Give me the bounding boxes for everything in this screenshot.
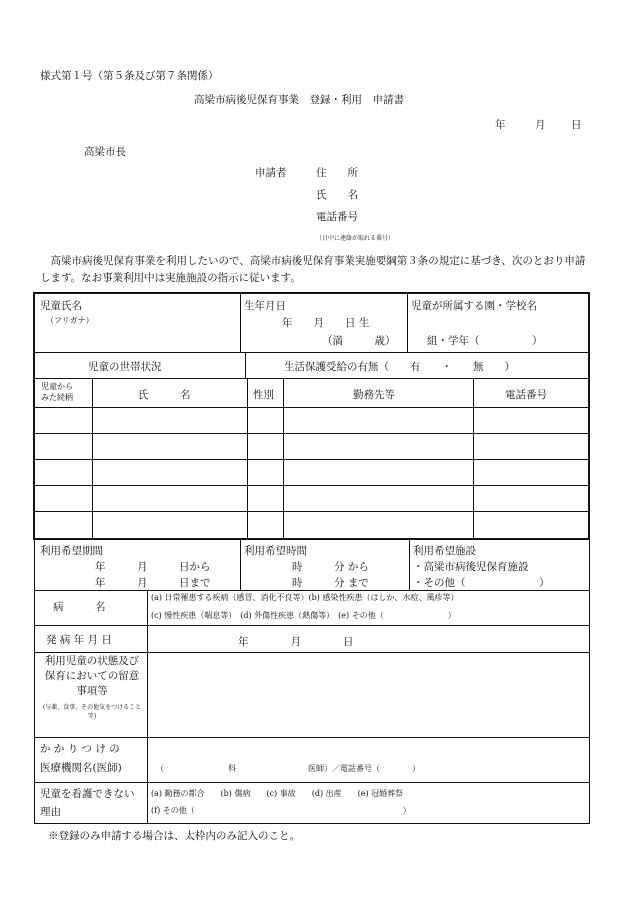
applicant-name-label[interactable]: 氏 名: [316, 189, 358, 201]
illness-label: 病 名: [53, 601, 106, 613]
doctor-label-line2: 医療機関名(医師): [40, 762, 122, 774]
facility-option-takahashi[interactable]: ・高梁市病後児保育施設: [413, 561, 529, 573]
intro-paragraph: 高梁市病後児保育事業を利用したいので、高梁市病後児保育事業実施要綱第３条の規定に基づき、次のとおり申請します。なお事業利用中は実施施設の指示に従います。: [40, 255, 586, 284]
addressee: 高梁市長: [84, 146, 126, 158]
household-row[interactable]: [36, 408, 587, 432]
time-from-field[interactable]: 時 分 から: [292, 561, 369, 573]
time-label: 利用希望時間: [244, 545, 307, 557]
birth-date-label: 生年月日: [244, 300, 286, 312]
applicant-address-label[interactable]: 住 所: [316, 167, 358, 179]
facility-label: 利用希望施設: [413, 545, 476, 557]
period-from-field[interactable]: 年 月 日から: [95, 561, 211, 573]
time-to-field[interactable]: 時 分 まで: [292, 577, 369, 589]
household-row[interactable]: [36, 512, 587, 536]
footnote: ※登録のみ申請する場合は、太枠内のみ記入のこと。: [48, 830, 300, 842]
date-day[interactable]: 日: [571, 119, 582, 131]
doctor-label-line1: か か り つ け の: [40, 743, 120, 755]
col-work-header: 勤務先等: [353, 389, 395, 401]
child-name-label: 児童氏名: [40, 300, 82, 312]
doctor-field[interactable]: （ 科 医師）／電話番号（ ）: [156, 764, 420, 773]
furigana-label: （フリガナ）: [46, 316, 94, 325]
child-name-field[interactable]: [40, 328, 235, 348]
form-title: 高梁市病後児保育事業 登録・利用 申請書: [194, 94, 404, 106]
condition-label: 利用児童の状態及び保育においての留意事項等: [44, 655, 140, 697]
onset-date-label: 発 病 年 月 日: [46, 634, 112, 646]
condition-field[interactable]: [150, 656, 586, 734]
illness-options-line1[interactable]: (a) 日常罹患する疾病（感冒、消化不良等）(b) 感染性疾患（はしか、水痘、風疹等）: [151, 593, 459, 602]
household-row[interactable]: [36, 434, 587, 458]
reason-options-line2[interactable]: (f) その他（ ）: [151, 806, 411, 815]
col-sex-header: 性別: [253, 389, 274, 401]
reason-label: 児童を看護できない理由: [40, 788, 135, 818]
condition-note: (与薬、食事、その他気をつけること等): [42, 704, 142, 720]
reason-options-line1[interactable]: (a) 勤務の都合 (b) 傷病 (c) 事故 (d) 出産 (e) 冠婚葬祭: [151, 789, 404, 798]
household-label: 児童の世帯状況: [88, 361, 162, 373]
col-relation-header: 児童から みた続柄: [41, 382, 73, 402]
age-field[interactable]: （満 歳）: [322, 335, 396, 347]
school-field[interactable]: [411, 314, 583, 330]
birth-date-field[interactable]: 年 月 日 生: [282, 317, 370, 329]
col-name-header: 氏 名: [138, 389, 191, 401]
col-phone-header: 電話番号: [505, 389, 547, 401]
applicant-phone-label[interactable]: 電話番号: [316, 211, 358, 223]
applicant-phone-note: （日中に連絡が取れる番号）: [316, 235, 395, 242]
facility-option-other[interactable]: ・その他（ ）: [413, 577, 550, 589]
date-month[interactable]: 月: [535, 119, 546, 131]
grade-field[interactable]: 組・学年（ ）: [427, 335, 543, 347]
form-number: 様式第１号（第５条及び第７条関係）: [40, 70, 219, 82]
date-year[interactable]: 年: [495, 119, 506, 131]
period-to-field[interactable]: 年 月 日まで: [95, 577, 211, 589]
period-label: 利用希望期間: [40, 545, 103, 557]
household-row[interactable]: [36, 460, 587, 484]
welfare-status-field[interactable]: 生活保護受給の有無（ 有 ・ 無 ）: [284, 361, 515, 373]
onset-date-field[interactable]: 年 月 日: [238, 636, 354, 648]
household-row[interactable]: [36, 486, 587, 510]
applicant-label: 申請者: [255, 167, 287, 179]
school-label: 児童が所属する園・学校名: [411, 300, 537, 312]
illness-options-line2[interactable]: (c) 慢性疾患（喘息等） (d) 外傷性疾患（熱傷等） (e) その他（ ）: [151, 611, 456, 620]
